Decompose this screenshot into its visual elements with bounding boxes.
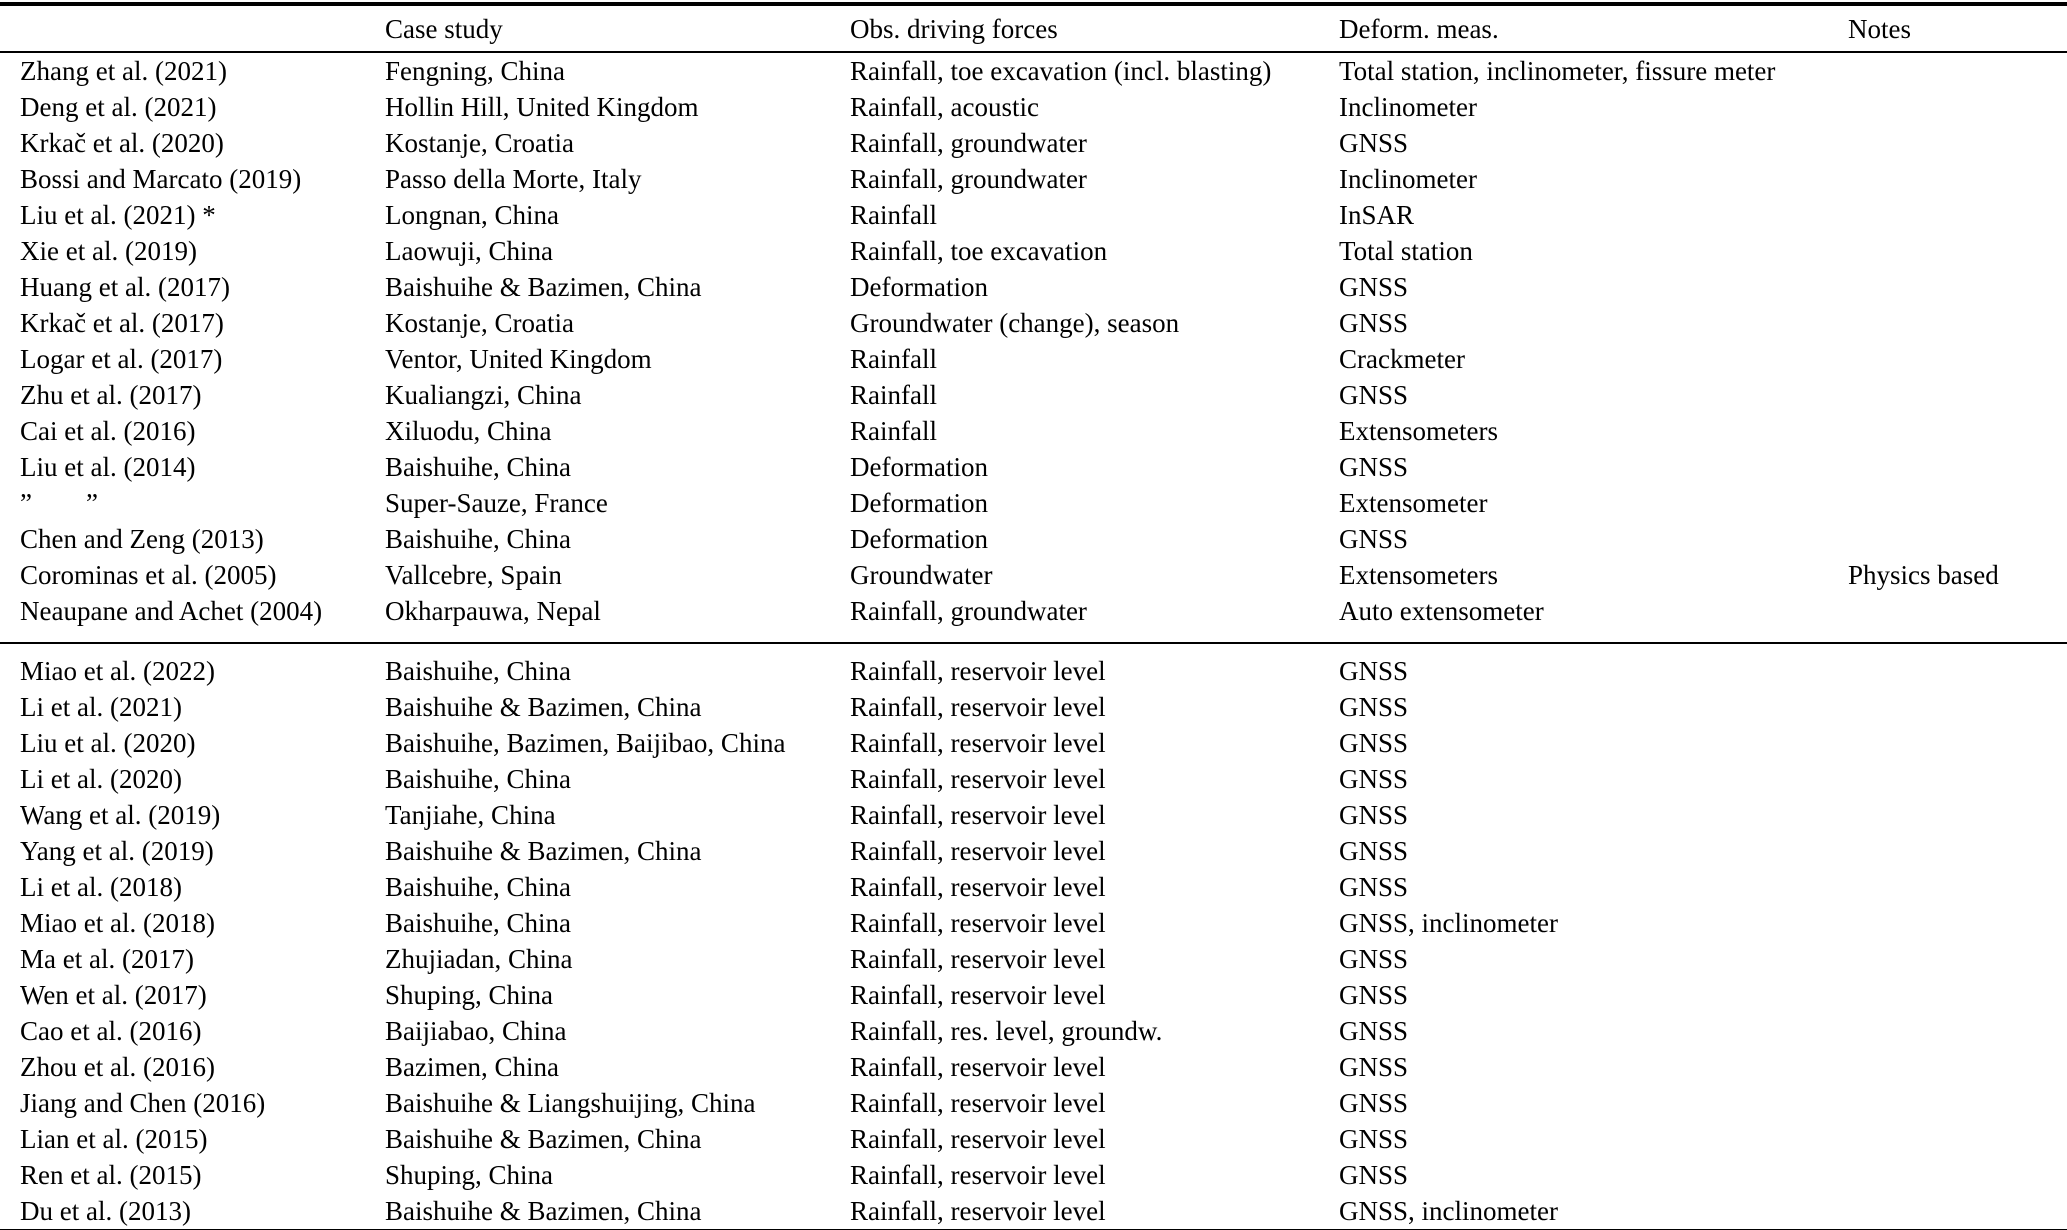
case-study-cell: Baishuihe & Bazimen, China (385, 1124, 702, 1154)
table-row (0, 161, 2067, 197)
deform-meas-cell: GNSS (1339, 692, 1409, 722)
reference-cell: Corominas et al. (2005) (20, 560, 277, 590)
case-study-cell: Shuping, China (385, 1160, 554, 1190)
table-row (0, 305, 2067, 341)
deform-meas-cell: GNSS (1339, 728, 1409, 758)
case-study-cell: Vallcebre, Spain (385, 560, 562, 590)
reference-cell: Liu et al. (2021) * (20, 200, 216, 230)
case-studies-table (0, 2, 2067, 1230)
driving-forces-cell: Rainfall, reservoir level (850, 908, 1106, 938)
reference-cell: Miao et al. (2022) (20, 656, 215, 686)
case-study-cell: Okharpauwa, Nepal (385, 593, 850, 643)
driving-forces-cell: Rainfall (850, 416, 937, 446)
reference-cell: Krkač et al. (2020) (20, 128, 224, 158)
driving-forces-cell: Rainfall, reservoir level (850, 728, 1106, 758)
case-study-cell: Baishuihe, China (385, 656, 571, 686)
case-study-cell: Super-Sauze, France (385, 488, 608, 518)
table-row (0, 1049, 2067, 1085)
notes-cell (1848, 341, 2067, 377)
case-study-cell: Xiluodu, China (385, 416, 552, 446)
case-study-cell: Baishuihe, China (385, 452, 571, 482)
table-row (0, 941, 2067, 977)
notes-cell (1848, 269, 2067, 305)
notes-cell (1848, 905, 2067, 941)
reference-cell: Chen and Zeng (2013) (20, 524, 264, 554)
case-study-cell: Zhujiadan, China (385, 944, 573, 974)
table-row (0, 1013, 2067, 1049)
deform-meas-cell: GNSS (1339, 524, 1409, 554)
deform-meas-cell: GNSS (1339, 1160, 1409, 1190)
header-row (0, 4, 2067, 52)
deform-meas-cell: Total station, inclinometer, fissure meter (1339, 56, 1776, 86)
table-section-data-driven (0, 52, 2067, 643)
notes-cell (1848, 1013, 2067, 1049)
case-study-cell: Fengning, China (385, 56, 565, 86)
case-study-cell: Baijiabao, China (385, 1016, 567, 1046)
notes-cell (1848, 89, 2067, 125)
table-row (0, 89, 2067, 125)
table-row (0, 1193, 2067, 1230)
reference-cell: Miao et al. (2018) (20, 908, 215, 938)
driving-forces-cell: Groundwater (change), season (850, 308, 1180, 338)
deform-meas-cell: Auto extensometer (1339, 593, 1848, 643)
table-row (0, 341, 2067, 377)
case-study-cell: Baishuihe, Bazimen, Baijibao, China (385, 728, 786, 758)
case-study-cell: Bazimen, China (385, 1052, 559, 1082)
reference-cell: Wang et al. (2019) (20, 800, 221, 830)
reference-cell: Logar et al. (2017) (20, 344, 223, 374)
notes-cell (1848, 1193, 2067, 1230)
table-row (0, 52, 2067, 89)
reference-cell: Liu et al. (2014) (20, 452, 196, 482)
deform-meas-cell: GNSS, inclinometer (1339, 908, 1558, 938)
notes-cell (1848, 869, 2067, 905)
table-section-reservoir (0, 643, 2067, 1230)
table-row (0, 833, 2067, 869)
notes-cell (1848, 233, 2067, 269)
notes-cell (1848, 197, 2067, 233)
deform-meas-cell: Crackmeter (1339, 344, 1465, 374)
table-row (0, 1085, 2067, 1121)
deform-meas-cell: GNSS (1339, 452, 1409, 482)
table-row (0, 725, 2067, 761)
table-row (0, 905, 2067, 941)
deform-meas-cell: InSAR (1339, 200, 1415, 230)
notes-cell (1848, 305, 2067, 341)
table-row (0, 1121, 2067, 1157)
reference-cell: Yang et al. (2019) (20, 836, 214, 866)
driving-forces-cell: Rainfall, acoustic (850, 92, 1039, 122)
case-study-cell: Ventor, United Kingdom (385, 344, 652, 374)
table-row (0, 521, 2067, 557)
table-row (0, 761, 2067, 797)
reference-cell: Huang et al. (2017) (20, 272, 230, 302)
case-study-cell: Longnan, China (385, 200, 559, 230)
table-row (0, 485, 2067, 521)
table-row (0, 377, 2067, 413)
deform-meas-cell: GNSS (1339, 1016, 1409, 1046)
notes-cell (1848, 52, 2067, 89)
case-study-cell: Baishuihe & Liangshuijing, China (385, 1088, 756, 1118)
deform-meas-cell: GNSS (1339, 1124, 1409, 1154)
driving-forces-cell: Deformation (850, 488, 988, 518)
reference-cell: Zhang et al. (2021) (20, 56, 227, 86)
reference-cell: Du et al. (2013) (20, 1196, 191, 1226)
case-study-cell: Hollin Hill, United Kingdom (385, 92, 699, 122)
table-row (0, 869, 2067, 905)
deform-meas-cell: Extensometer (1339, 488, 1488, 518)
deform-meas-cell: GNSS (1339, 1052, 1409, 1082)
column-header-driving-forces: Obs. driving forces (850, 4, 1339, 52)
deform-meas-cell: Extensometers (1339, 560, 1498, 590)
reference-cell: Li et al. (2018) (20, 872, 182, 902)
case-study-cell: Baishuihe & Bazimen, China (385, 692, 702, 722)
case-study-cell: Kualiangzi, China (385, 380, 582, 410)
notes-cell (1848, 161, 2067, 197)
case-study-cell: Baishuihe & Bazimen, China (385, 272, 702, 302)
driving-forces-cell: Rainfall (850, 380, 937, 410)
driving-forces-cell: Rainfall, reservoir level (850, 944, 1106, 974)
deform-meas-cell: Inclinometer (1339, 164, 1477, 194)
notes-cell (1848, 1085, 2067, 1121)
notes-cell (1848, 833, 2067, 869)
notes-cell (1848, 797, 2067, 833)
driving-forces-cell: Rainfall (850, 200, 937, 230)
reference-cell: Lian et al. (2015) (20, 1124, 208, 1154)
driving-forces-cell: Rainfall, toe excavation (incl. blasting) (850, 56, 1272, 86)
table-row (0, 269, 2067, 305)
table-row (0, 449, 2067, 485)
driving-forces-cell: Groundwater (850, 560, 993, 590)
notes-cell (1848, 643, 2067, 689)
reference-cell: Ren et al. (2015) (20, 1160, 202, 1190)
notes-cell (1848, 1157, 2067, 1193)
column-header-reference (0, 4, 385, 52)
column-header-deform-meas: Deform. meas. (1339, 4, 1848, 52)
driving-forces-cell: Rainfall, reservoir level (850, 1124, 1106, 1154)
table-row (0, 197, 2067, 233)
driving-forces-cell: Rainfall, reservoir level (850, 656, 1106, 686)
table-row (0, 1157, 2067, 1193)
driving-forces-cell: Rainfall, reservoir level (850, 1052, 1106, 1082)
table-row (0, 643, 2067, 689)
reference-cell: ” ” (20, 488, 98, 518)
notes-cell (1848, 761, 2067, 797)
table-row (0, 689, 2067, 725)
reference-cell: Cao et al. (2016) (20, 1016, 202, 1046)
notes-cell (1848, 1049, 2067, 1085)
notes-cell (1848, 593, 2067, 643)
reference-cell: Krkač et al. (2017) (20, 308, 224, 338)
notes-cell (1848, 449, 2067, 485)
notes-cell (1848, 485, 2067, 521)
deform-meas-cell: GNSS (1339, 380, 1409, 410)
notes-cell: Physics based (1848, 560, 1999, 590)
reference-cell: Xie et al. (2019) (20, 236, 197, 266)
table-header (0, 4, 2067, 52)
reference-cell: Deng et al. (2021) (20, 92, 217, 122)
deform-meas-cell: GNSS (1339, 656, 1409, 686)
notes-cell (1848, 413, 2067, 449)
column-header-notes: Notes (1848, 4, 2067, 52)
deform-meas-cell: Extensometers (1339, 416, 1498, 446)
deform-meas-cell: GNSS (1339, 980, 1409, 1010)
notes-cell (1848, 377, 2067, 413)
driving-forces-cell: Rainfall, toe excavation (850, 236, 1108, 266)
reference-cell: Li et al. (2020) (20, 764, 182, 794)
case-study-cell: Tanjiahe, China (385, 800, 556, 830)
reference-cell: Zhu et al. (2017) (20, 380, 202, 410)
driving-forces-cell: Rainfall, reservoir level (850, 800, 1106, 830)
deform-meas-cell: GNSS, inclinometer (1339, 1196, 1558, 1226)
table-row (0, 413, 2067, 449)
driving-forces-cell: Deformation (850, 452, 988, 482)
table-row (0, 233, 2067, 269)
table-row (0, 557, 2067, 593)
notes-cell (1848, 689, 2067, 725)
driving-forces-cell: Rainfall, reservoir level (850, 1088, 1106, 1118)
reference-cell: Ma et al. (2017) (20, 944, 194, 974)
case-study-cell: Baishuihe & Bazimen, China (385, 1196, 702, 1226)
driving-forces-cell: Rainfall, reservoir level (850, 1160, 1106, 1190)
case-study-cell: Baishuihe, China (385, 872, 571, 902)
reference-cell: Liu et al. (2020) (20, 728, 196, 758)
driving-forces-cell: Deformation (850, 272, 988, 302)
driving-forces-cell: Rainfall, reservoir level (850, 836, 1106, 866)
deform-meas-cell: GNSS (1339, 1088, 1409, 1118)
reference-cell: Li et al. (2021) (20, 692, 182, 722)
case-study-cell: Passo della Morte, Italy (385, 164, 642, 194)
deform-meas-cell: GNSS (1339, 764, 1409, 794)
driving-forces-cell: Rainfall, groundwater (850, 164, 1087, 194)
driving-forces-cell: Rainfall, groundwater (850, 593, 1339, 643)
reference-cell: Jiang and Chen (2016) (20, 1088, 266, 1118)
deform-meas-cell: GNSS (1339, 272, 1409, 302)
driving-forces-cell: Rainfall, reservoir level (850, 764, 1106, 794)
reference-cell: Bossi and Marcato (2019) (20, 164, 302, 194)
deform-meas-cell: GNSS (1339, 944, 1409, 974)
deform-meas-cell: GNSS (1339, 872, 1409, 902)
deform-meas-cell: Inclinometer (1339, 92, 1477, 122)
case-study-cell: Baishuihe, China (385, 908, 571, 938)
table-row (0, 977, 2067, 1013)
deform-meas-cell: GNSS (1339, 836, 1409, 866)
case-study-cell: Baishuihe, China (385, 524, 571, 554)
reference-cell: Cai et al. (2016) (20, 416, 196, 446)
driving-forces-cell: Rainfall, reservoir level (850, 872, 1106, 902)
deform-meas-cell: GNSS (1339, 128, 1409, 158)
column-header-case-study: Case study (385, 4, 850, 52)
driving-forces-cell: Deformation (850, 524, 988, 554)
case-study-cell: Kostanje, Croatia (385, 128, 574, 158)
deform-meas-cell: GNSS (1339, 308, 1409, 338)
table-row (0, 797, 2067, 833)
notes-cell (1848, 941, 2067, 977)
driving-forces-cell: Rainfall, reservoir level (850, 692, 1106, 722)
case-study-cell: Baishuihe & Bazimen, China (385, 836, 702, 866)
driving-forces-cell: Rainfall (850, 344, 937, 374)
table-row (0, 593, 2067, 643)
deform-meas-cell: Total station (1339, 236, 1473, 266)
deform-meas-cell: GNSS (1339, 800, 1409, 830)
case-study-cell: Laowuji, China (385, 236, 553, 266)
notes-cell (1848, 125, 2067, 161)
notes-cell (1848, 725, 2067, 761)
driving-forces-cell: Rainfall, res. level, groundw. (850, 1016, 1163, 1046)
driving-forces-cell: Rainfall, groundwater (850, 128, 1087, 158)
case-study-cell: Baishuihe, China (385, 764, 571, 794)
table-row (0, 125, 2067, 161)
reference-cell: Wen et al. (2017) (20, 980, 207, 1010)
notes-cell (1848, 977, 2067, 1013)
notes-cell (1848, 1121, 2067, 1157)
reference-cell: Neaupane and Achet (2004) (0, 593, 385, 643)
reference-cell: Zhou et al. (2016) (20, 1052, 215, 1082)
driving-forces-cell: Rainfall, reservoir level (850, 980, 1106, 1010)
case-study-cell: Kostanje, Croatia (385, 308, 574, 338)
case-study-cell: Shuping, China (385, 980, 554, 1010)
driving-forces-cell: Rainfall, reservoir level (850, 1196, 1106, 1226)
notes-cell (1848, 521, 2067, 557)
